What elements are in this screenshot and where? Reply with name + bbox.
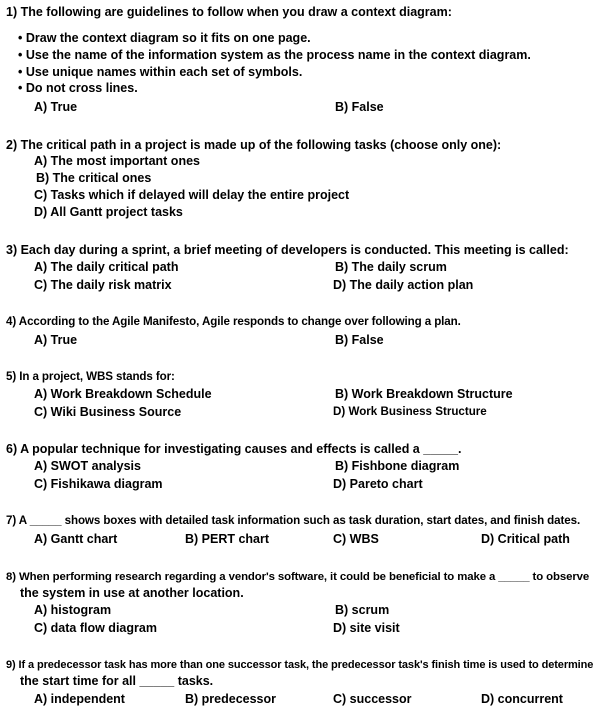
question-9-option-b[interactable]: B) predecessor [185, 692, 277, 706]
question-3-option-c[interactable]: C) The daily risk matrix [34, 278, 172, 292]
question-4-option-a[interactable]: A) True [34, 333, 78, 347]
question-4-option-b[interactable]: B) False [335, 333, 384, 347]
question-7-option-b[interactable]: B) PERT chart [185, 532, 270, 546]
question-9-option-d[interactable]: D) concurrent [481, 692, 563, 706]
question-6-option-a[interactable]: A) SWOT analysis [34, 459, 141, 473]
question-2-option-d[interactable]: D) All Gantt project tasks [34, 205, 183, 219]
question-5-option-c[interactable]: C) Wiki Business Source [34, 405, 182, 419]
question-7-option-d[interactable]: D) Critical path [481, 532, 570, 546]
question-6-option-d[interactable]: D) Pareto chart [333, 477, 423, 491]
question-1-option-b[interactable]: B) False [335, 100, 384, 114]
question-1-option-a[interactable]: A) True [34, 100, 78, 114]
question-3-stem: 3) Each day during a sprint, a brief meeting of developers is conducted. This meeting is called: [6, 243, 569, 257]
question-9-stem-continued: the start time for all _____ tasks. [20, 674, 214, 688]
question-7-stem: 7) A _____ shows boxes with detailed task information such as task duration, start dates, and finish dates. [6, 514, 581, 527]
question-8-option-b[interactable]: B) scrum [335, 603, 390, 617]
question-9-option-c[interactable]: C) successor [333, 692, 412, 706]
question-5-option-a[interactable]: A) Work Breakdown Schedule [34, 387, 212, 401]
question-8-stem-continued: the system in use at another location. [20, 586, 244, 600]
question-2-stem: 2) The critical path in a project is made up of the following tasks (choose only one): [6, 138, 502, 152]
question-2-option-c[interactable]: C) Tasks which if delayed will delay the entire project [34, 188, 350, 202]
question-6-option-b[interactable]: B) Fishbone diagram [335, 459, 460, 473]
question-7-option-c[interactable]: C) WBS [333, 532, 379, 546]
question-5-option-b[interactable]: B) Work Breakdown Structure [335, 387, 513, 401]
question-5-option-d[interactable]: D) Work Business Structure [333, 405, 487, 418]
question-5-stem: 5) In a project, WBS stands for: [6, 370, 175, 383]
question-1-bullet-3: • Use unique names within each set of symbols. [18, 65, 303, 79]
question-9-stem: 9) If a predecessor task has more than one successor task, the predecessor task's finish time is used to determine [6, 659, 594, 671]
question-9-option-a[interactable]: A) independent [34, 692, 125, 706]
question-1-bullet-2: • Use the name of the information system as the process name in the context diagram. [18, 48, 531, 62]
question-8-stem: 8) When performing research regarding a vendor's software, it could be beneficial to make a _____ to observe [6, 571, 590, 583]
question-6-option-c[interactable]: C) Fishikawa diagram [34, 477, 163, 491]
question-6-stem: 6) A popular technique for investigating causes and effects is called a _____. [6, 442, 462, 456]
question-8-option-c[interactable]: C) data flow diagram [34, 621, 157, 635]
question-1-bullet-1: • Draw the context diagram so it fits on one page. [18, 31, 311, 45]
question-3-option-b[interactable]: B) The daily scrum [335, 260, 447, 274]
question-2-option-b[interactable]: B) The critical ones [36, 171, 152, 185]
question-2-option-a[interactable]: A) The most important ones [34, 154, 200, 168]
question-4-stem: 4) According to the Agile Manifesto, Agile responds to change over following a plan. [6, 315, 461, 328]
question-3-option-a[interactable]: A) The daily critical path [34, 260, 179, 274]
question-3-option-d[interactable]: D) The daily action plan [333, 278, 474, 292]
question-1-bullet-4: • Do not cross lines. [18, 81, 138, 95]
question-8-option-d[interactable]: D) site visit [333, 621, 400, 635]
question-1-stem: 1) The following are guidelines to follow when you draw a context diagram: [6, 5, 452, 19]
question-8-option-a[interactable]: A) histogram [34, 603, 112, 617]
question-7-option-a[interactable]: A) Gantt chart [34, 532, 118, 546]
